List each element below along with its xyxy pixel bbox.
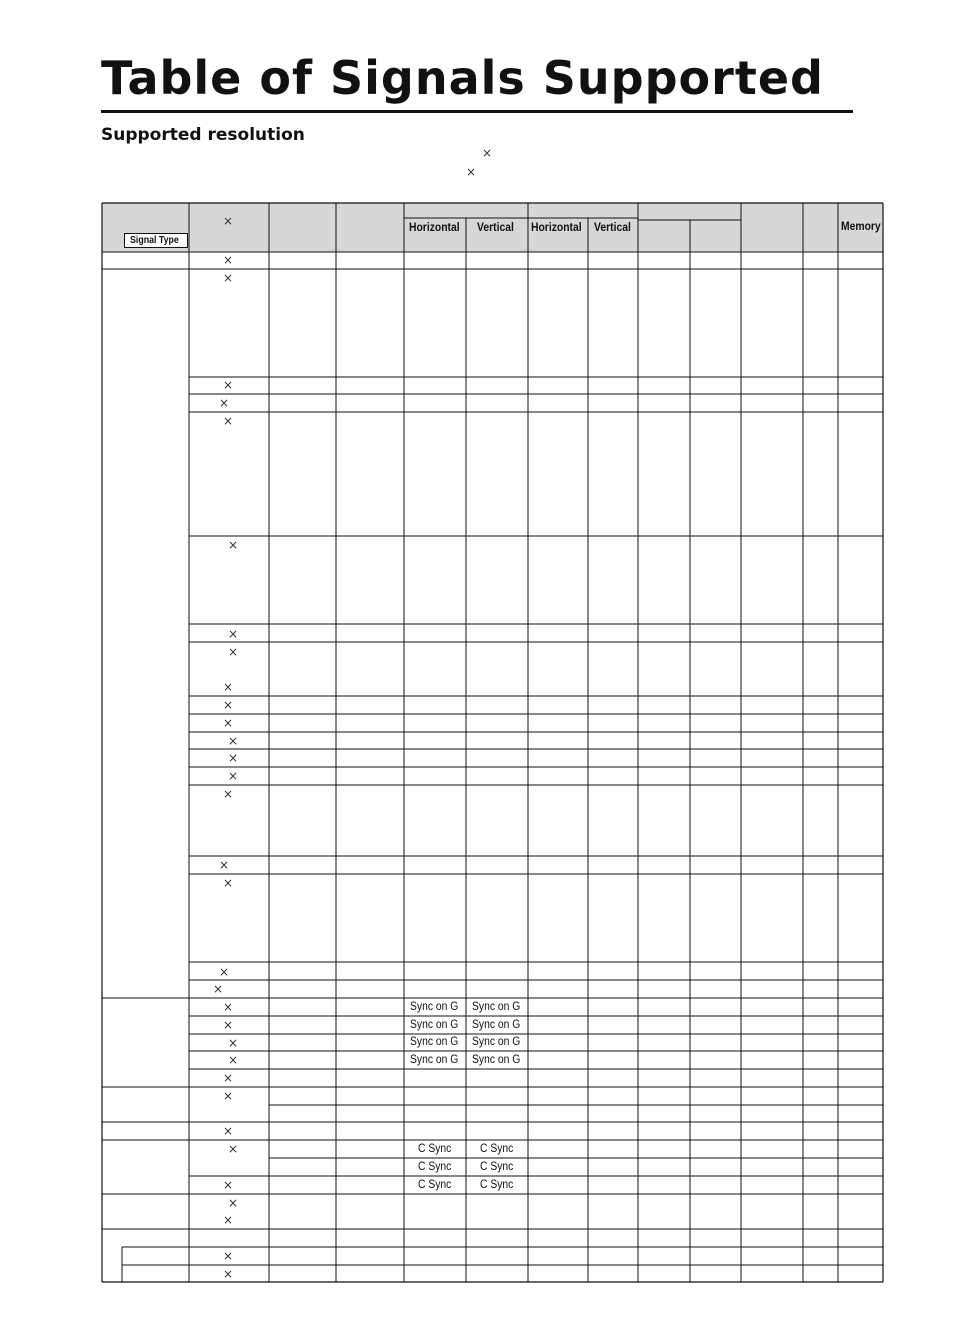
note-mark-1: × <box>482 146 493 160</box>
row-mark: × <box>223 1267 234 1281</box>
row-mark: × <box>228 538 239 552</box>
c-sync-horizontal: C Sync <box>418 1161 452 1173</box>
row-mark: × <box>228 769 239 783</box>
row-mark: × <box>223 253 234 267</box>
header-memory: Memory <box>841 221 881 233</box>
note-mark-2: × <box>466 165 477 179</box>
header-resolution-mark: × <box>223 214 234 228</box>
row-mark: × <box>228 1053 239 1067</box>
row-mark: × <box>223 1000 234 1014</box>
c-sync-vertical: C Sync <box>480 1161 514 1173</box>
row-mark: × <box>228 627 239 641</box>
c-sync-horizontal: C Sync <box>418 1179 452 1191</box>
row-mark: × <box>223 680 234 694</box>
row-mark: × <box>219 965 230 979</box>
row-mark: × <box>223 787 234 801</box>
sync-on-g-horizontal: Sync on G <box>410 1036 459 1048</box>
row-mark: × <box>223 271 234 285</box>
sync-on-g-vertical: Sync on G <box>472 1036 521 1048</box>
header-vertical-1: Vertical <box>477 222 514 234</box>
row-mark: × <box>223 378 234 392</box>
row-mark: × <box>213 982 224 996</box>
row-mark: × <box>223 1018 234 1032</box>
row-mark: × <box>223 1213 234 1227</box>
row-mark: × <box>228 1036 239 1050</box>
page-title: Table of Signals Supported <box>101 51 824 105</box>
row-mark: × <box>228 734 239 748</box>
section-title: Supported resolution <box>101 125 305 145</box>
c-sync-horizontal: C Sync <box>418 1143 452 1155</box>
sync-on-g-vertical: Sync on G <box>472 1054 521 1066</box>
row-mark: × <box>223 876 234 890</box>
row-mark: × <box>228 751 239 765</box>
row-mark: × <box>223 716 234 730</box>
header-horizontal-1: Horizontal <box>409 222 460 234</box>
sync-on-g-vertical: Sync on G <box>472 1001 521 1013</box>
sync-on-g-horizontal: Sync on G <box>410 1054 459 1066</box>
row-mark: × <box>219 396 230 410</box>
sync-on-g-horizontal: Sync on G <box>410 1019 459 1031</box>
c-sync-vertical: C Sync <box>480 1179 514 1191</box>
row-mark: × <box>228 1196 239 1210</box>
c-sync-vertical: C Sync <box>480 1143 514 1155</box>
signal-type-label: Signal Type <box>130 235 179 246</box>
row-mark: × <box>228 645 239 659</box>
row-mark: × <box>228 1142 239 1156</box>
row-mark: × <box>223 1089 234 1103</box>
header-horizontal-2: Horizontal <box>531 222 582 234</box>
sync-on-g-horizontal: Sync on G <box>410 1001 459 1013</box>
row-mark: × <box>219 858 230 872</box>
sync-on-g-vertical: Sync on G <box>472 1019 521 1031</box>
row-mark: × <box>223 1249 234 1263</box>
row-mark: × <box>223 1071 234 1085</box>
row-mark: × <box>223 1178 234 1192</box>
header-vertical-2: Vertical <box>594 222 631 234</box>
row-mark: × <box>223 698 234 712</box>
row-mark: × <box>223 414 234 428</box>
row-mark: × <box>223 1124 234 1138</box>
